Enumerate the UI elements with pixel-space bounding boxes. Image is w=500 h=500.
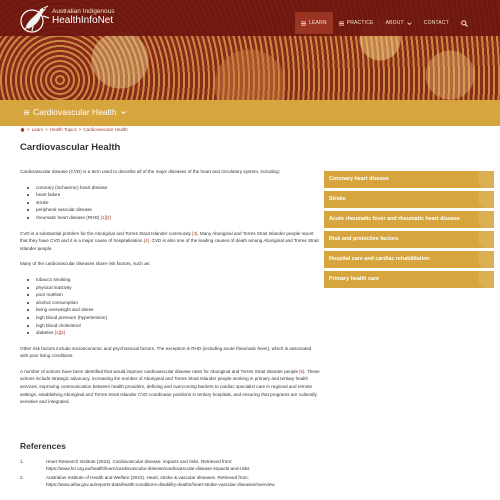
logo-text-line1[interactable]: Australian Indigenous <box>52 8 115 15</box>
reference-item <box>20 458 310 473</box>
burden-text-b: . Many Aboriginal and Torres Strait Islander people report that they have CVD and it is a major cause of hospitalisation <box>20 230 314 244</box>
reference-link[interactable]: [4] <box>143 238 149 244</box>
list-item-text: diabetes <box>36 330 54 336</box>
reference-link[interactable]: [1][3] <box>54 330 65 336</box>
nav-about[interactable] <box>380 12 418 34</box>
section-dropdown[interactable] <box>24 107 126 117</box>
nav-about-label: ABOUT <box>385 20 404 26</box>
breadcrumb <box>20 127 128 132</box>
sidebar-item-rheumatic-fever[interactable]: Acute rheumatic fever and rheumatic heart disease <box>324 211 494 228</box>
sidebar-topic-links <box>324 171 494 291</box>
breadcrumb-sep: > <box>27 127 30 132</box>
list-item: peripheral vascular disease <box>36 206 320 214</box>
list-item: physical inactivity <box>36 284 320 292</box>
breadcrumb-current[interactable]: Cardiovascular Health <box>83 127 128 132</box>
list-item: heart failure <box>36 191 320 199</box>
gecko-logo-icon[interactable] <box>18 4 54 34</box>
logo-text-line2[interactable] <box>52 15 113 26</box>
burden-text-c: . CVD is also one of the leading causes of death among Aboriginal and Torres Strait Islander people. <box>20 238 319 251</box>
reference-link[interactable]: [3] <box>192 230 198 236</box>
list-item: high blood cholesterol <box>36 322 320 330</box>
reference-item <box>20 474 310 489</box>
reference-link[interactable]: [1][2] <box>100 214 111 220</box>
breadcrumb-health-topics[interactable]: Health Topics <box>49 127 77 132</box>
breadcrumb-sep: > <box>78 127 82 132</box>
references-list <box>20 458 310 490</box>
risk-factors-intro: Many of the cardiovascular diseases share risk factors, such as: <box>20 261 151 267</box>
chevron-down-icon <box>407 21 412 26</box>
page-title: Cardiovascular Health <box>20 142 121 153</box>
sidebar-item-coronary-heart-disease[interactable]: Coronary heart disease <box>324 171 494 188</box>
sidebar-item-hospital-care[interactable]: Hospital care and cardiac rehabilitation <box>324 251 494 268</box>
section-title: Cardiovascular Health <box>33 107 117 117</box>
reference-number: 2. <box>20 474 24 480</box>
list-item: poor nutrition <box>36 291 320 299</box>
sidebar-item-risk-protective-factors[interactable]: Risk and protective factors <box>324 231 494 248</box>
nav-learn[interactable] <box>295 12 333 34</box>
menu-icon <box>301 21 306 26</box>
top-navigation-bar <box>0 0 500 36</box>
other-risk-paragraph: Other risk factors include socioeconomic and psychosocial factors. The exception is RHD (including acute rheumatic fever), which is associated with poor living conditions. <box>20 345 312 359</box>
menu-icon <box>24 110 29 115</box>
nav-practice[interactable] <box>333 12 380 34</box>
breadcrumb-learn[interactable]: Learn <box>31 127 44 132</box>
risk-factors-list <box>36 276 320 337</box>
reference-text: Australian Institute of Health and Welfare (2023). Heart, stroke & vascular diseases. Retrieved from: https://www.aihw.gov.au/reports-data/health-conditions-disability-deaths/heart-stroke-vascular-diseases/overview <box>46 474 275 488</box>
nav-contact-label: CONTACT <box>423 20 449 26</box>
references-heading: References <box>20 441 66 451</box>
menu-icon <box>339 21 344 26</box>
nav-learn-label: LEARN <box>308 20 327 26</box>
cvd-types-list <box>36 184 320 222</box>
intro-paragraph: Cardiovascular disease (CVD) is a term used to describe all of the major diseases of the heart and circulatory system, including: <box>20 169 280 174</box>
actions-text-b: . These actions include strategic advocacy, increasing the number of Aboriginal and Torres Strait Islander people working in primary and tertiary health services, improving communication between health providers, defining and overcoming barriers to cardiac specialist care in regional and remote settings, establishing Aboriginal and Torres Strait Islander CVD coordinator positions in tertiary hospitals, and ensuring that programs are culturally sensitive and integrated. <box>20 368 320 405</box>
list-item: high blood pressure (hypertension) <box>36 314 320 322</box>
list-item-text: rheumatic heart disease (RHD) <box>36 214 100 220</box>
reference-text: Heart Research Institute (2023). Cardiovascular disease: impacts and risks. Retrieved from: https://www.hri.org.au/health/learn/cardiovascular-disease/cardiovascular-disease-impacts-and-risks <box>46 459 250 472</box>
list-item <box>36 329 320 337</box>
list-item: tobacco smoking <box>36 276 320 284</box>
actions-paragraph <box>20 368 320 406</box>
sidebar-item-primary-health-care[interactable]: Primary health care <box>324 271 494 288</box>
home-icon[interactable] <box>20 127 25 132</box>
actions-text-a: A number of actions have been identified that would improve cardiovascular disease rates for Aboriginal and Torres Strait Islander people <box>20 368 300 374</box>
list-item <box>36 214 320 222</box>
burden-text-a: CVD is a substantial problem for the Aboriginal and Torres Strait Islander community <box>20 230 193 236</box>
section-bar <box>0 100 500 126</box>
burden-paragraph <box>20 230 320 253</box>
search-button[interactable] <box>455 12 474 34</box>
list-item: being overweight and obese <box>36 306 320 314</box>
site-name: HealthInfoNet <box>52 15 114 26</box>
list-item: coronary (ischaemic) heart disease <box>36 184 320 192</box>
list-item: alcohol consumption <box>36 299 320 307</box>
main-nav <box>295 12 474 34</box>
nav-contact[interactable] <box>418 12 455 34</box>
chevron-down-icon <box>121 110 126 115</box>
reference-number: 1. <box>20 459 24 464</box>
breadcrumb-sep: > <box>45 127 48 132</box>
sidebar-item-stroke[interactable]: Stroke <box>324 191 494 208</box>
search-icon <box>461 20 468 27</box>
list-item: stroke <box>36 199 320 207</box>
reference-link[interactable]: [6] <box>299 368 305 374</box>
nav-practice-label: PRACTICE <box>346 20 374 26</box>
main-content <box>20 168 320 414</box>
